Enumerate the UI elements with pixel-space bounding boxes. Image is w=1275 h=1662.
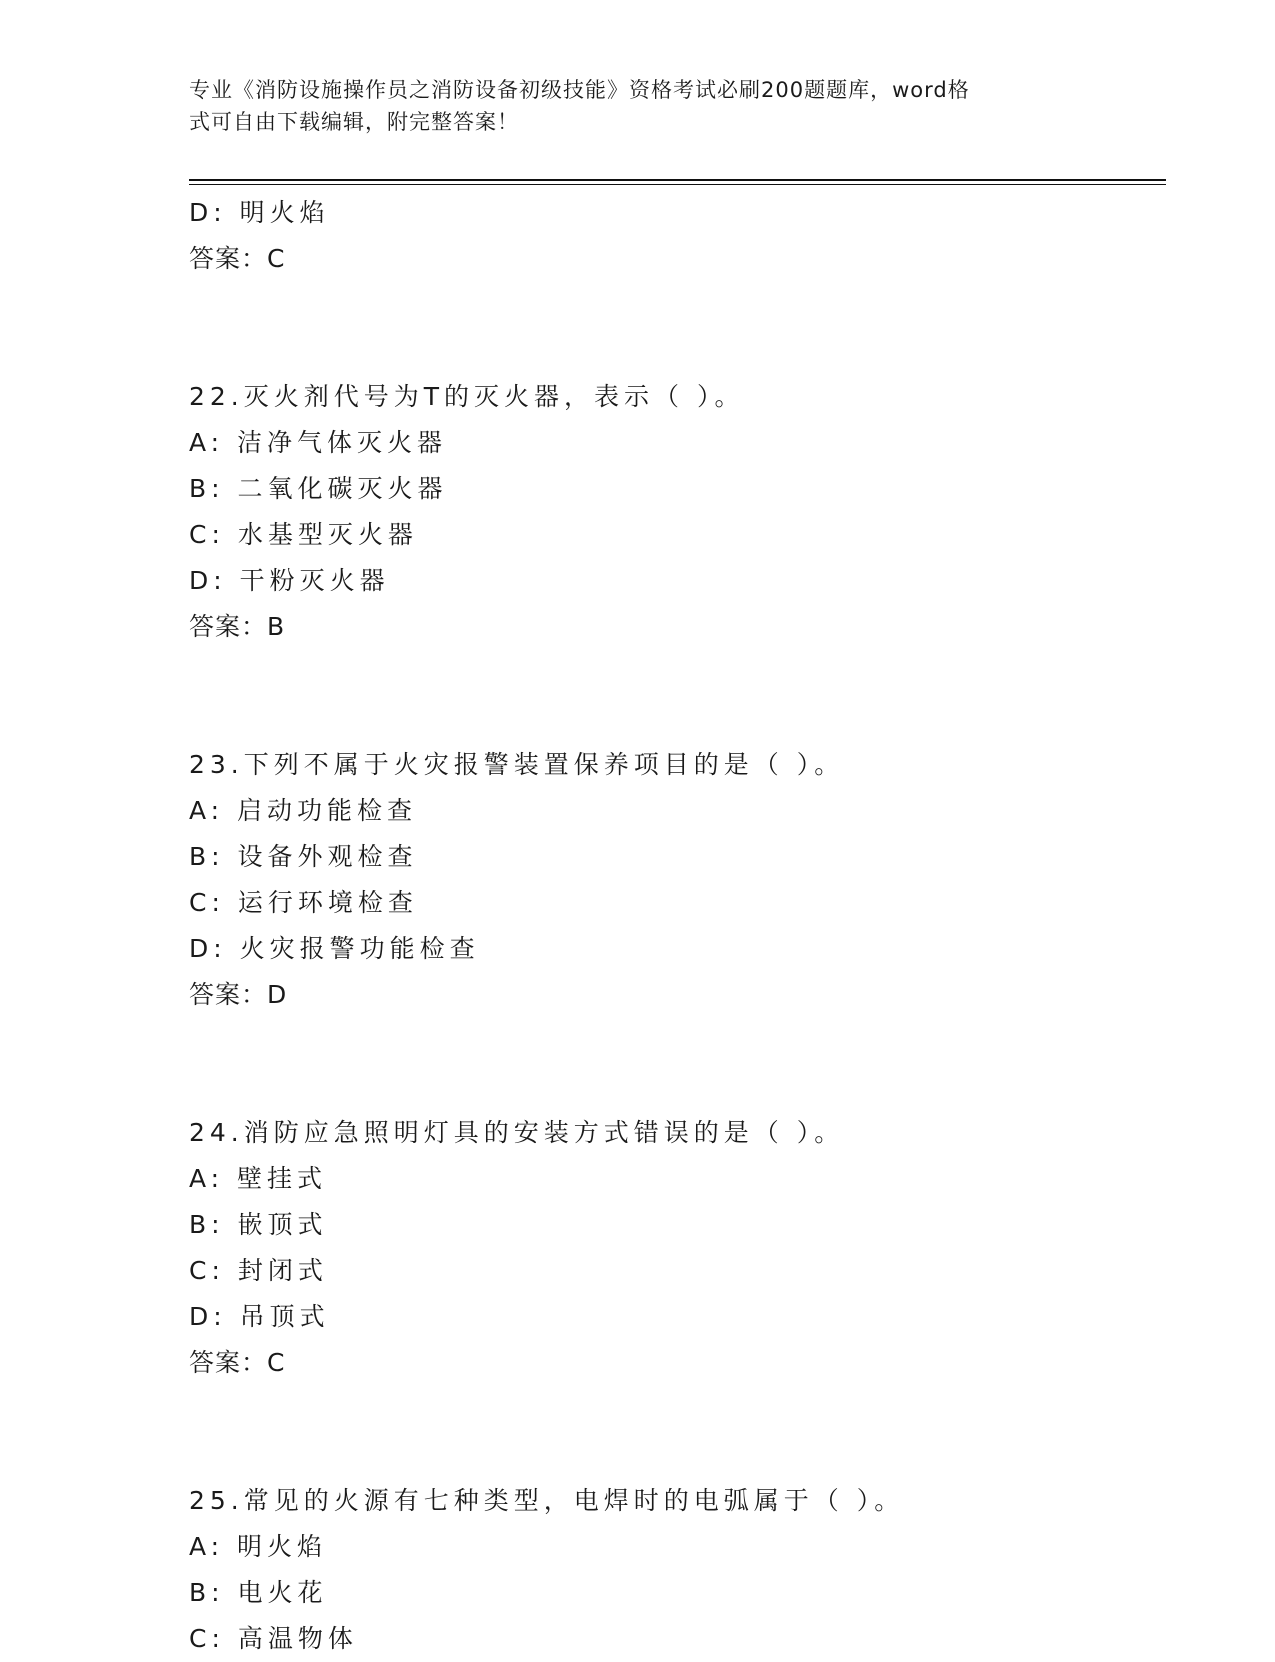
option-a: A: 明火焰: [189, 1532, 328, 1561]
answer: 答案：B: [189, 612, 286, 641]
option-d: D: 火灾报警功能检查: [189, 934, 480, 963]
question-list: [189, 190, 1169, 1662]
option-c: C: 高温物体: [189, 1624, 358, 1653]
question-stem: 23.下列不属于火灾报警装置保养项目的是（ ）。: [189, 750, 845, 779]
option-a: A: 启动功能检查: [189, 796, 418, 825]
answer: 答案：C: [189, 1348, 286, 1377]
option-d: D: 吊顶式: [189, 1302, 330, 1331]
question-25: [189, 1478, 1169, 1662]
option-c: C: 水基型灭火器: [189, 520, 418, 549]
option-d: D: 干粉灭火器: [189, 566, 390, 595]
question-22: [189, 374, 1169, 650]
prev-answer: 答案：C: [189, 244, 286, 273]
option-c: C: 封闭式: [189, 1256, 328, 1285]
page-header: [189, 74, 1069, 138]
option-a: A: 壁挂式: [189, 1164, 328, 1193]
question-24: [189, 1110, 1169, 1386]
option-b: B: 嵌顶式: [189, 1210, 328, 1239]
header-title-line1: 专业《消防设施操作员之消防设备初级技能》资格考试必刷200题题库，word格: [189, 78, 970, 102]
question-stem: 22.灭火剂代号为T的灭火器，表示（ ）。: [189, 382, 745, 411]
option-b: B: 二氧化碳灭火器: [189, 474, 448, 503]
option-a: A: 洁净气体灭火器: [189, 428, 448, 457]
option-c: C: 运行环境检查: [189, 888, 418, 917]
question-stem: 24.消防应急照明灯具的安装方式错误的是（ ）。: [189, 1118, 845, 1147]
prev-option-d: D: 明火焰: [189, 198, 330, 227]
header-title-line2: 式可自由下载编辑，附完整答案！: [189, 110, 519, 134]
header-divider-thin: [189, 184, 1166, 185]
question-stem: 25.常见的火源有七种类型，电焊时的电弧属于（ ）。: [189, 1486, 905, 1515]
question-23: [189, 742, 1169, 1018]
option-b: B: 电火花: [189, 1578, 328, 1607]
header-divider-thick: [189, 179, 1166, 181]
answer: 答案：D: [189, 980, 288, 1009]
option-b: B: 设备外观检查: [189, 842, 418, 871]
